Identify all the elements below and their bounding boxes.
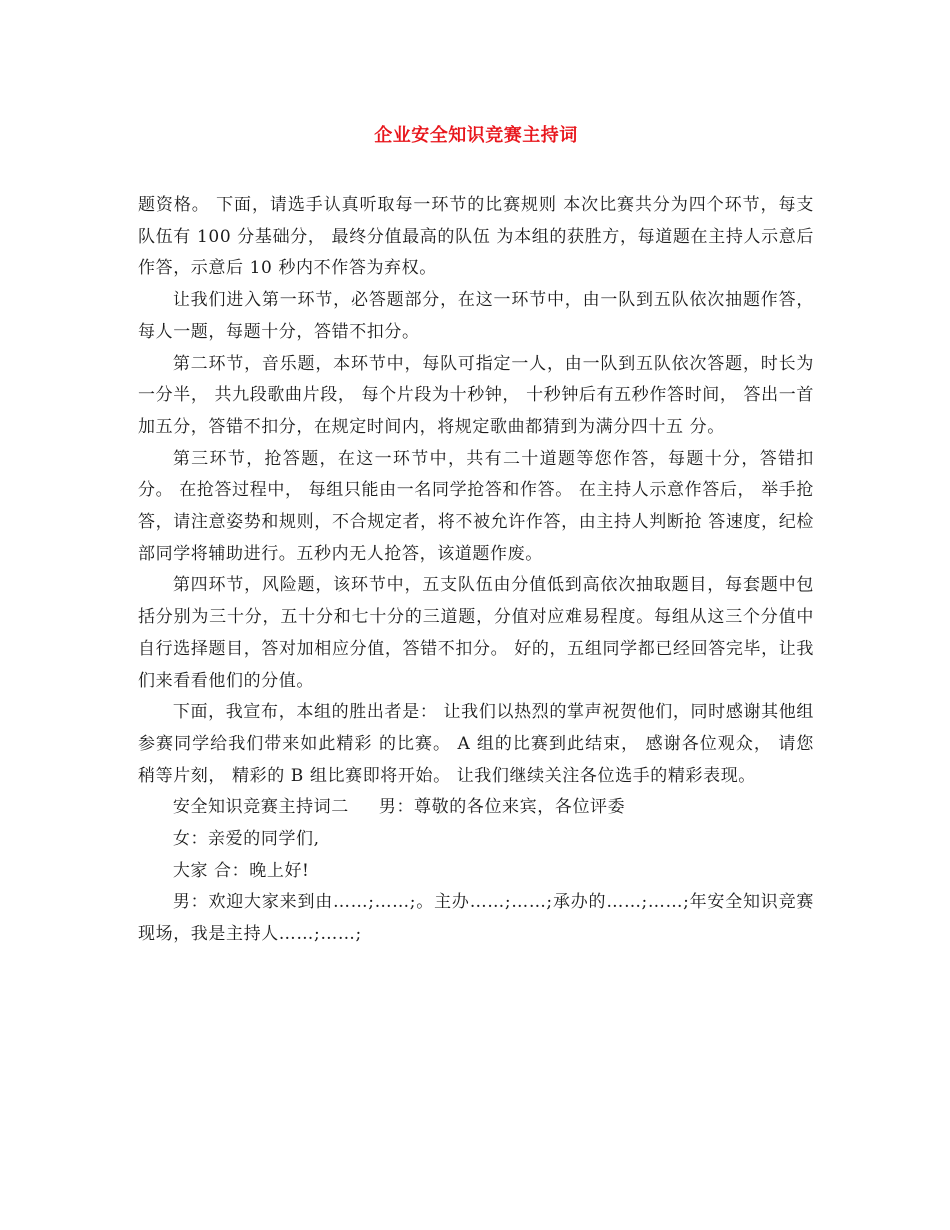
section-heading: 安全知识竞赛主持词二	[172, 797, 349, 818]
section-heading-line	[138, 792, 814, 824]
paragraph: 第二环节，音乐题，本环节中，每队可指定一人，由一队到五队依次答题，时长为一分半， 共九段歌曲片段， 每个片段为十秒钟， 十秒钟后有五秒作答时间， 答出一首加五分，答错不扣分，在规定时间内，将规定歌曲都猜到为满分四十五 分。	[138, 353, 814, 437]
paragraph: 让我们进入第一环节，必答题部分，在这一环节中，由一队到五队依次抽题作答，每人一题，每题十分，答错不扣分。	[138, 290, 814, 342]
paragraph: 题资格。 下面，请选手认真听取每一环节的比赛规则 本次比赛共分为四个环节，每支队伍有 100 分基础分， 最终分值最高的队伍 为本组的获胜方，每道题在主持人示意后作答，示意后 10 秒内不作答为弃权。	[138, 195, 814, 279]
paragraph: 女：亲爱的同学们,	[172, 829, 320, 850]
paragraph: 第四环节，风险题，该环节中，五支队伍由分值低到高依次抽取题目，每套题中包括分别为三十分，五十分和七十分的三道题，分值对应难易程度。每组从这三个分值中自行选择题目，答对加相应分值，答错不扣分。 好的，五组同学都已经回答完毕，让我们来看看他们的分值。	[138, 575, 814, 691]
document-title: 企业安全知识竞赛主持词	[374, 125, 578, 146]
paragraph: 大家 合：晚上好!	[172, 860, 310, 881]
paragraph: 第三环节，抢答题，在这一环节中，共有二十道题等您作答，每题十分，答错扣分。 在抢答过程中， 每组只能由一名同学抢答和作答。 在主持人示意作答后， 举手抢答，请注意姿势和规则，不合规定者，将不被允许作答，由主持人判断抢 答速度，纪检部同学将辅助进行。五秒内无人抢答，该道题作废。	[138, 448, 814, 564]
document-body	[138, 190, 814, 951]
paragraph: 男：欢迎大家来到由……;……;。主办……;……;承办的……;……;年安全知识竞赛现场，我是主持人……;……;	[138, 892, 814, 945]
paragraph: 下面，我宣布，本组的胜出者是： 让我们以热烈的掌声祝贺他们，同时感谢其他组参赛同学给我们带来如此精彩 的比赛。 A 组的比赛到此结束， 感谢各位观众， 请您稍等片刻， 精彩的 B 组比赛即将开始。 让我们继续关注各位选手的精彩表现。	[138, 702, 814, 786]
document-page	[138, 0, 814, 1230]
speaker-line: 男：尊敬的各位来宾，各位评委	[378, 797, 626, 818]
